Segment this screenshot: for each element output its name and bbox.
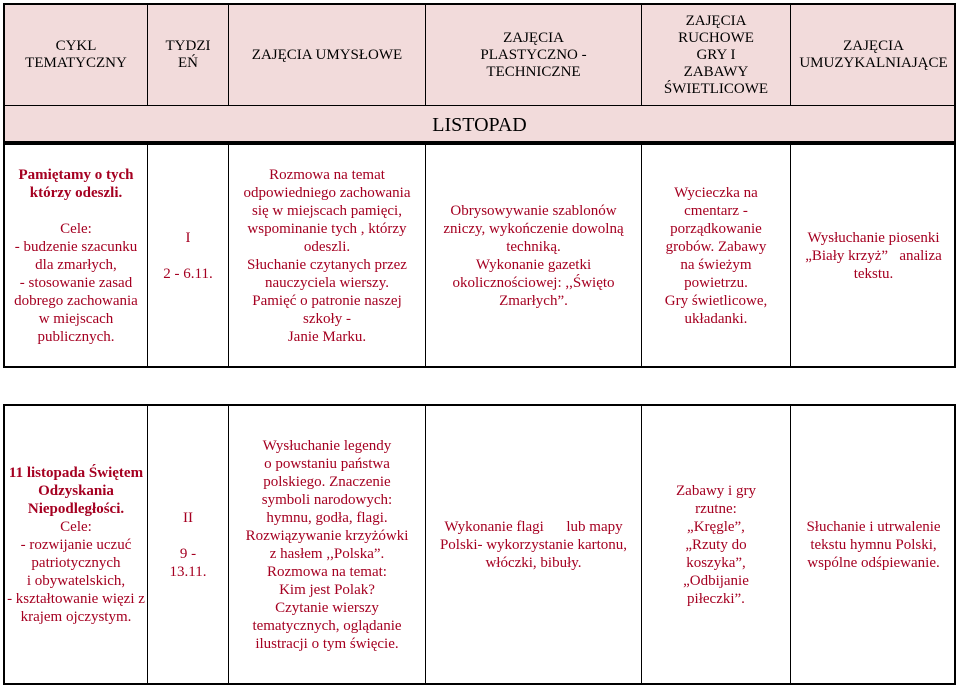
text-line: szkoły -: [303, 310, 351, 327]
goal-line: patriotycznych: [31, 554, 121, 571]
text-line: hymnu, godła, flagi.: [266, 509, 388, 526]
header-muzyczne: [791, 5, 956, 105]
goal-line: krajem ojczystym.: [20, 608, 132, 625]
text-line: wspominanie tych , którzy: [247, 220, 407, 237]
text-line: Rozmowa na temat:: [267, 563, 387, 580]
theme-title: Pamiętamy o tych: [18, 166, 134, 183]
text-line: na świeżym: [680, 256, 752, 273]
text-line: Zabawy i gry: [676, 482, 756, 499]
header-text: RUCHOWE: [678, 29, 754, 46]
header-tydzien: [148, 5, 228, 105]
text-line: rzutne:: [695, 500, 737, 517]
text-line: „Biały krzyż” analiza: [805, 247, 942, 264]
header-text: ŚWIETLICOWE: [663, 80, 769, 97]
plastyczne-cell: [426, 406, 641, 683]
week-cell: [148, 145, 228, 366]
text-line: Wykonanie gazetki: [475, 256, 592, 273]
week-cell: [148, 406, 228, 683]
theme-title: Odzyskania: [38, 482, 114, 499]
text-line: grobów. Zabawy: [665, 238, 767, 255]
goal-line: - budzenie szacunku: [14, 238, 138, 255]
text-line: włóczki, bibuły.: [485, 554, 582, 571]
plastyczne-cell: [426, 145, 641, 366]
text-line: Słuchanie i utrwalenie: [806, 518, 941, 535]
text-line: ilustracji o tym święcie.: [255, 635, 399, 652]
goals-label: Cele:: [60, 220, 92, 237]
umyslowe-cell: [229, 145, 425, 366]
week-number: II: [182, 509, 193, 526]
text-line: Wysłuchanie piosenki: [807, 229, 940, 246]
header-text: ZAJĘCIA: [843, 38, 904, 54]
umyslowe-cell: [229, 406, 425, 683]
goal-line: w miejscach: [38, 310, 114, 327]
text-line: Rozmowa na temat: [269, 166, 385, 183]
text-line: Wycieczka na: [674, 184, 758, 201]
text-line: techniką.: [506, 238, 561, 255]
text-line: nauczyciela wierszy.: [265, 274, 389, 291]
text-line: symboli narodowych:: [261, 491, 393, 508]
text-line: Polski- wykorzystanie kartonu,: [439, 536, 628, 553]
text-line: Rozwiązywanie krzyżówki: [245, 527, 409, 544]
text-line: Obrysowywanie szablonów: [450, 202, 617, 219]
text-line: tematycznych, oglądanie: [252, 617, 402, 634]
text-line: tekstu.: [853, 265, 894, 282]
text-line: koszyka”,: [686, 554, 746, 571]
text-line: Janie Marku.: [287, 328, 367, 345]
table-row: [3, 404, 956, 685]
ruchowe-cell: [642, 406, 790, 683]
week-number: I: [185, 229, 191, 246]
header-text: ZAJĘCIA UMYSŁOWE: [251, 46, 403, 63]
goal-line: - kształtowanie więzi z: [7, 590, 145, 607]
text-line: „Kręgle”,: [687, 518, 745, 535]
text-line: piłeczki”.: [687, 590, 745, 607]
goals-label: Cele:: [60, 518, 92, 535]
text-line: polskiego. Znaczenie: [263, 473, 391, 490]
text-line: cmentarz -: [684, 202, 748, 219]
week-dates: 2 - 6.11.: [163, 265, 213, 282]
text-line: powietrzu.: [684, 274, 748, 291]
theme-cell: [5, 406, 147, 683]
week-dates: 9 -: [179, 545, 197, 562]
text-line: porządkowanie: [670, 220, 762, 237]
text-line: okolicznościowej: ,,Święto: [452, 274, 615, 291]
text-line: o powstaniu państwa: [264, 455, 390, 472]
header-text: UMUZYKALNIAJĄCE: [799, 55, 948, 71]
text-line: zniczy, wykończenie dowolną: [443, 220, 624, 237]
text-line: Gry świetlicowe,: [664, 292, 768, 309]
header-ruchowe: [642, 5, 790, 105]
header-text: ZABAWY: [683, 63, 749, 80]
header-text: GRY I: [696, 46, 736, 63]
text-line: się w miejscach pamięci,: [252, 202, 402, 219]
theme-title: 11 listopada Świętem: [8, 464, 144, 481]
table-header: [3, 3, 956, 143]
goal-line: dla zmarłych,: [35, 256, 117, 273]
text-line: odpowiedniego zachowania: [243, 184, 411, 201]
text-line: Wysłuchanie legendy: [262, 437, 392, 454]
text-line: Zmarłych”.: [499, 292, 568, 309]
muzyczne-cell: [791, 145, 956, 366]
text-line: wspólne odśpiewanie.: [807, 554, 940, 571]
header-text: EŃ: [178, 55, 198, 71]
week-dates: 13.11.: [169, 563, 207, 580]
header-text: TYDZI: [165, 38, 211, 54]
text-line: odeszli.: [303, 238, 351, 255]
text-line: Kim jest Polak?: [279, 581, 375, 598]
text-line: „Odbijanie: [683, 572, 749, 589]
goal-line: publicznych.: [37, 328, 115, 345]
header-text: ZAJĘCIA: [685, 12, 747, 29]
month-label: LISTOPAD: [5, 105, 954, 144]
theme-cell: [5, 145, 147, 366]
goal-line: - rozwijanie uczuć: [20, 536, 132, 553]
goal-line: i obywatelskich,: [26, 572, 126, 589]
goal-line: dobrego zachowania: [14, 292, 138, 309]
header-text: CYKL: [55, 38, 97, 54]
theme-title: którzy odeszli.: [29, 184, 123, 201]
header-text: TECHNICZNE: [486, 63, 581, 80]
muzyczne-cell: [791, 406, 956, 683]
ruchowe-cell: [642, 145, 790, 366]
text-line: Wykonanie flagi lub mapy: [444, 518, 623, 535]
theme-title: Niepodległości.: [27, 500, 125, 517]
table-row: [3, 143, 956, 368]
header-plastyczne: [426, 5, 641, 105]
text-line: Słuchanie czytanych przez: [247, 256, 407, 273]
header-text: PLASTYCZNO -: [480, 46, 587, 63]
text-line: układanki.: [684, 310, 748, 327]
text-line: tekstu hymnu Polski,: [810, 536, 937, 553]
header-umyslowe: [229, 5, 425, 105]
goal-line: - stosowanie zasad: [19, 274, 133, 291]
text-line: z hasłem ,,Polska”.: [269, 545, 385, 562]
header-cykl: [5, 5, 147, 105]
header-text: TEMATYCZNY: [25, 55, 127, 71]
text-line: Pamięć o patronie naszej: [252, 292, 402, 309]
header-text: ZAJĘCIA: [503, 29, 564, 46]
text-line: „Rzuty do: [685, 536, 747, 553]
text-line: Czytanie wierszy: [275, 599, 379, 616]
